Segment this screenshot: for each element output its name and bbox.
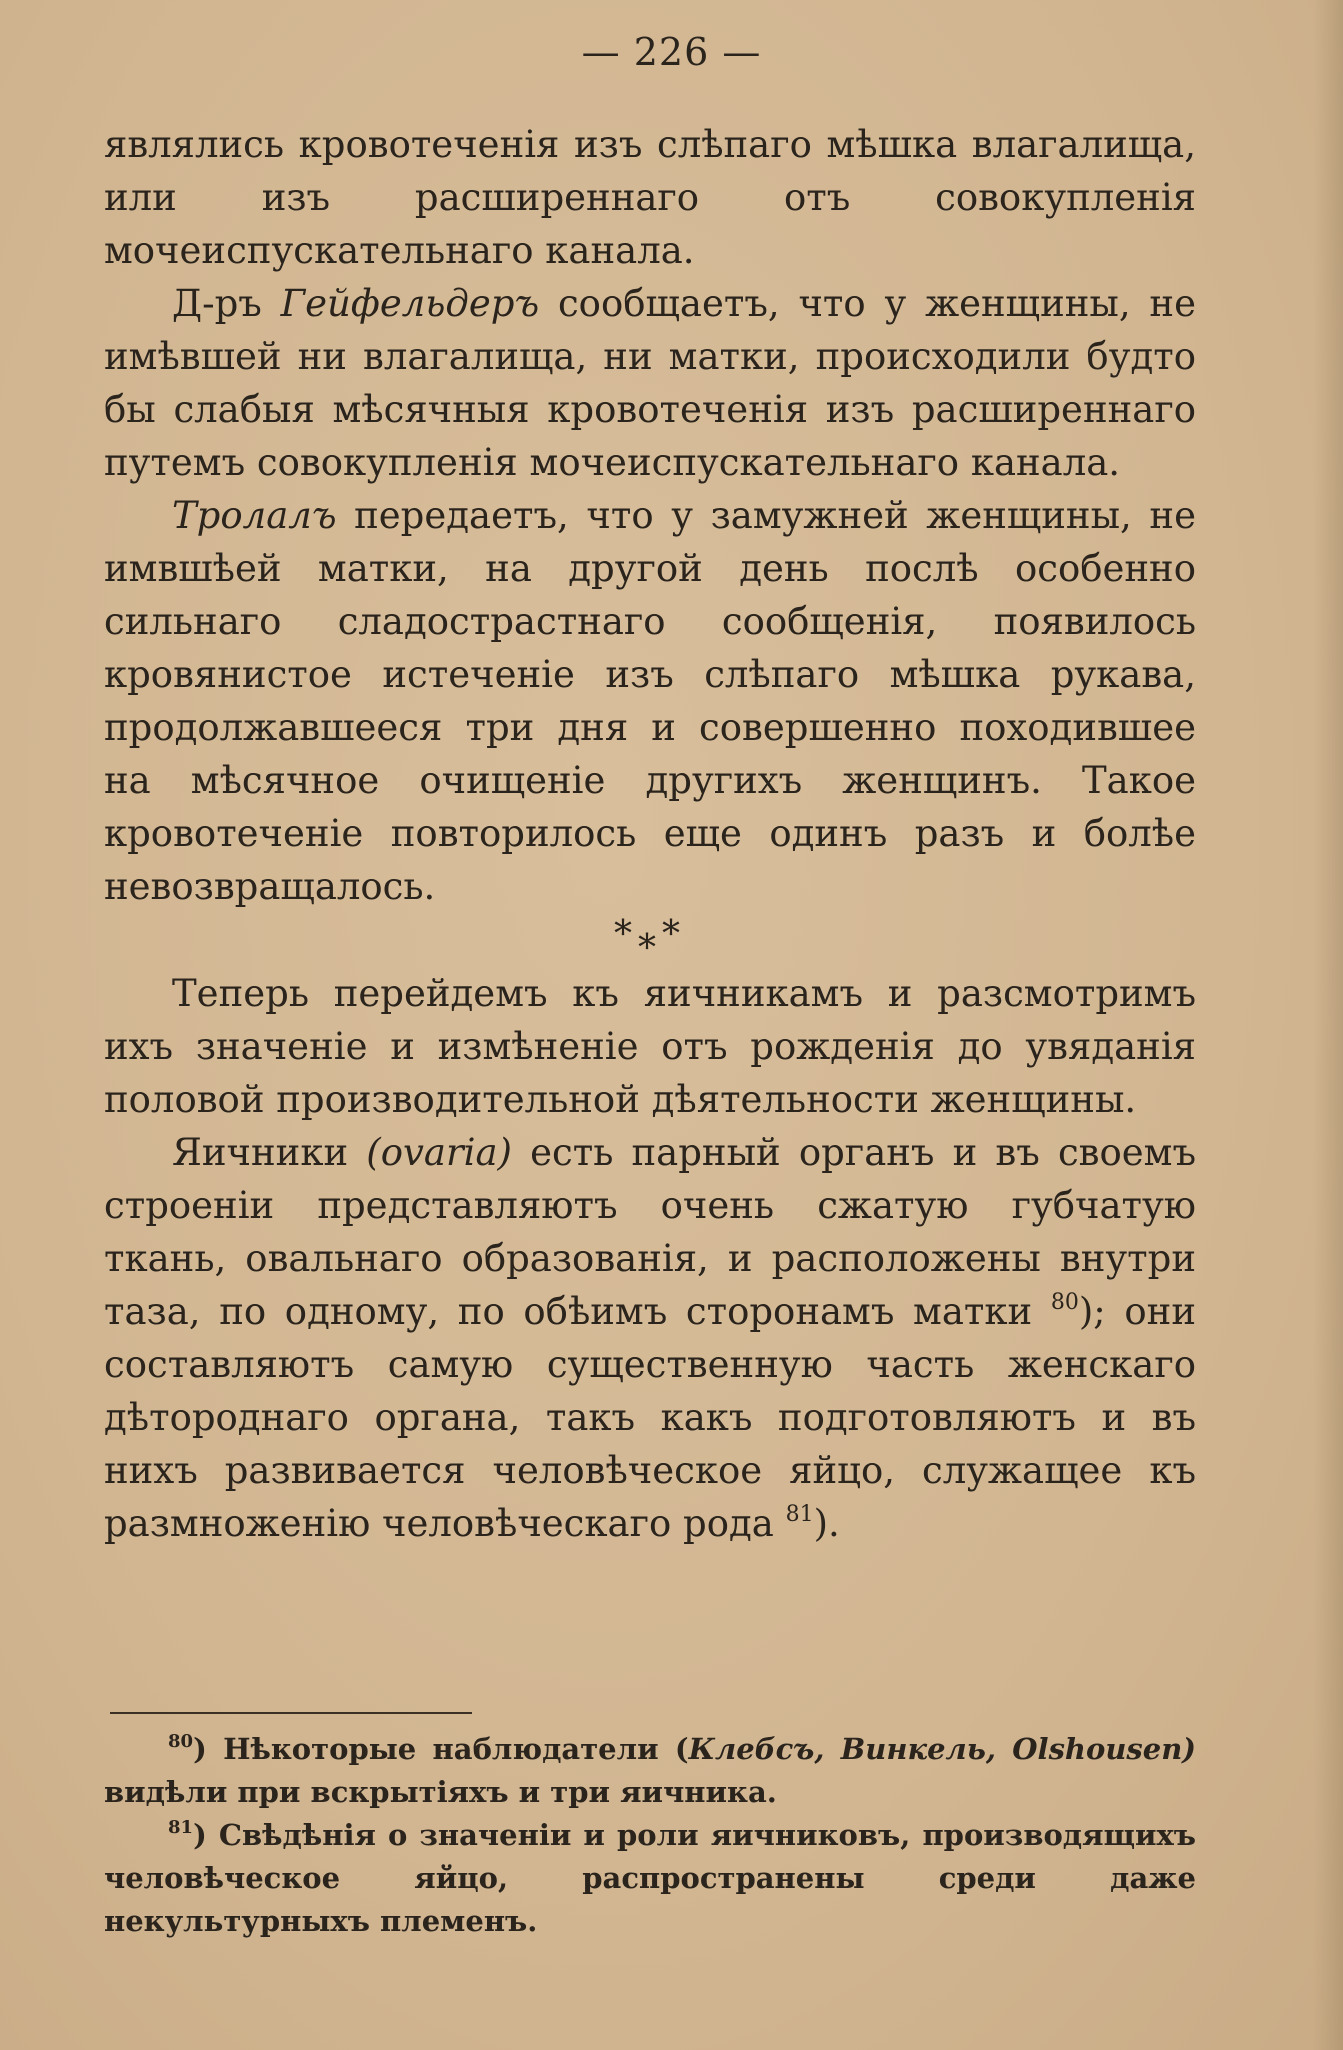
author-name-trolal: Тролалъ [172, 494, 337, 537]
asterism-left: * [614, 914, 638, 955]
page-number: — 226 — [581, 30, 762, 74]
paragraph-5-text-a: есть парный органъ и въ своемъ строеніи представляютъ очень сжатую губчатую ткань, овальнаго образованія, и расположены внутри таза, по одному, по обѣимъ сторонамъ матки [104, 1131, 1196, 1333]
footnote-81-number: 81 [168, 1817, 194, 1838]
footnote-divider [110, 1712, 472, 1714]
paragraph-5-text-b: ); они составляютъ самую существенную часть женскаго дѣтороднаго органа, такъ какъ подготовляютъ и въ нихъ развивается человѣческое яйцо, служащее къ размноженію человѣческаго рода [104, 1290, 1196, 1545]
paragraph-3-text: передаетъ, что у замужней женщины, не имвшѣей матки, на другой день послѣ особенно сильнаго сладострастнаго сообщенія, появилось кровянистое истеченіе изъ слѣпаго мѣшка рукава, продолжавшееся три дня и совершенно походившее на мѣсячное очищеніе другихъ женщинъ. Такое кровотеченіе повторилось еще одинъ разъ и болѣе невозвращалось. [104, 494, 1196, 908]
latin-term-ovaria: (ovaria) [366, 1131, 512, 1174]
paragraph-2 [104, 277, 1196, 489]
main-text [104, 118, 1196, 1550]
paragraph-5 [104, 1126, 1196, 1550]
footnote-80-text-a: ) Нѣкоторые наблюдатели ( [193, 1732, 689, 1766]
footnote-81 [104, 1814, 1196, 1943]
paragraph-4: Теперь перейдемъ къ яичникамъ и разсмотримъ ихъ значеніе и измѣненіе отъ рожденія до увяданія половой производительной дѣятельности женщины. [104, 972, 1196, 1121]
paragraph-2-text: сообщаетъ, что у женщины, не имѣвшей ни влагалища, ни матки, происходили будто бы слабыя мѣсячныя кровотеченія изъ расширеннаго путемъ совокупленія мочеиспускательнаго канала. [104, 282, 1196, 484]
footnotes [104, 1728, 1196, 1943]
footnote-80-names: Клебсъ, Винкель, Olshousen) [688, 1732, 1196, 1766]
paragraph-5-lead: Яичники [172, 1131, 367, 1174]
paragraph-2-lead: Д-ръ [172, 282, 281, 325]
footnote-80-number: 80 [168, 1731, 194, 1752]
footnote-81-text: ) Свѣдѣнія о значеніи и роли яичниковъ, производящихъ человѣческое яйцо, распространены среди даже некультурныхъ племенъ. [104, 1818, 1196, 1938]
footnote-80 [104, 1728, 1196, 1814]
footnote-80-text-b: видѣли при вскрытіяхъ и три яичника. [104, 1775, 777, 1809]
asterism-mid: * [638, 928, 662, 969]
author-name-heyfelder: Гейфельдеръ [280, 282, 540, 325]
footnote-ref-81[interactable]: 81 [785, 1502, 814, 1527]
paragraph-3 [104, 489, 1196, 913]
paragraph-5-end: ). [813, 1502, 840, 1545]
asterism-right: * [662, 914, 686, 955]
section-asterism [104, 913, 1196, 967]
footnote-ref-80[interactable]: 80 [1050, 1290, 1079, 1315]
paragraph-1: являлись кровотеченія изъ слѣпаго мѣшка влагалища, или изъ расширеннаго отъ совокупленія мочеиспускательнаго канала. [104, 123, 1196, 272]
